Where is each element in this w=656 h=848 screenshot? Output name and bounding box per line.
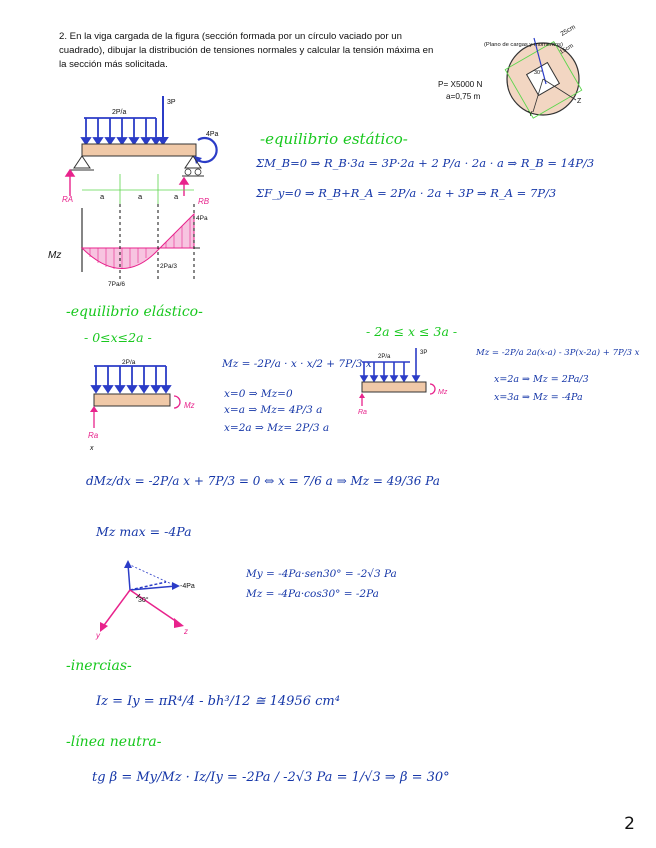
problem-statement: 2. En la viga cargada de la figura (sección formada por un círculo vaciado por un cuadrado), dibujar la distribución de tensiones normales y calcular la tensión máxima en la sección más solicitada. bbox=[59, 31, 434, 70]
span-2: a bbox=[138, 192, 143, 201]
neutral-formula: tg β = My/Mz · Iz/Iy = -2Pa / -2√3 Pa = 1/√3 ⇒ β = 30° bbox=[92, 770, 450, 785]
vector-z: z bbox=[184, 627, 188, 636]
vector-angle: 30° bbox=[138, 597, 149, 604]
plane-label: (Plano de cargas y momentos) bbox=[484, 42, 563, 48]
mz-value-3: 2Pa/3 bbox=[160, 263, 177, 270]
page-number: 2 bbox=[624, 814, 635, 834]
eval-5: x=3a ⇒ Mz = -4Pa bbox=[494, 392, 583, 403]
axis-y-vec bbox=[102, 590, 130, 628]
fb2-mz: Mz bbox=[438, 389, 448, 396]
axis-z-vec bbox=[130, 590, 180, 624]
eval-4: x=2a ⇒ Mz = 2Pa/3 bbox=[494, 374, 589, 385]
derivative: dMz/dx = -2P/a x + 7P/3 = 0 ⇔ x = 7/6 a ⇒ Mz = 49/36 Pa bbox=[86, 474, 440, 488]
distributed-load bbox=[82, 118, 160, 144]
mz-range-2: Mz = -2P/a 2a(x-a) - 3P(x-2a) + 7P/3 x bbox=[476, 348, 640, 358]
mz-value-2: 7Pa/6 bbox=[108, 281, 125, 288]
fb1-ra: Ra bbox=[88, 431, 99, 440]
inertia-heading: -inercias- bbox=[66, 658, 132, 674]
inertia-formula: Iz = Iy = πR⁴/4 - bh³/12 ≅ 14956 cm⁴ bbox=[96, 694, 340, 709]
reaction-a-label: RA bbox=[62, 195, 74, 204]
free-body-1 bbox=[86, 356, 216, 452]
axis-y-label: Y bbox=[528, 111, 533, 118]
mz-range-1: Mz = -2P/a · x · x/2 + 7P/3 x bbox=[222, 358, 372, 370]
section-figure bbox=[480, 24, 600, 124]
moment-label: 4Pa bbox=[206, 131, 219, 138]
point-load-label: 3P bbox=[167, 99, 176, 106]
static-heading: -equilibrio estático- bbox=[260, 130, 408, 148]
angle-label: 30° bbox=[534, 70, 543, 76]
range-2: - 2a ≤ x ≤ 3a - bbox=[366, 324, 458, 339]
static-line-1: ΣM_B=0 ⇒ R_B·3a = 3P·2a + 2 P/a · 2a · a ⇒ R_B = 14P/3 bbox=[256, 156, 595, 170]
mz-value: Mz = -4Pa·cos30° = -2Pa bbox=[246, 588, 379, 600]
vector-y: y bbox=[96, 631, 100, 640]
eval-1: x=0 ⇒ Mz=0 bbox=[224, 388, 293, 400]
svg-text:2P/a: 2P/a bbox=[378, 354, 391, 360]
vector-diagram bbox=[92, 558, 232, 642]
support-a bbox=[74, 156, 90, 168]
param-P: P= X5000 N bbox=[438, 80, 483, 89]
mz-value-1: 4Pa bbox=[196, 215, 208, 222]
elastic-heading: -equilibrio elástico- bbox=[66, 304, 203, 320]
free-body-2 bbox=[358, 344, 478, 416]
svg-text:2P/a: 2P/a bbox=[122, 359, 136, 366]
fb2-ra: Ra bbox=[358, 409, 367, 416]
vector-label: -4Pa bbox=[180, 583, 195, 590]
eval-3: x=2a ⇒ Mz= 2P/3 a bbox=[224, 422, 330, 434]
beam-figure bbox=[48, 92, 238, 302]
static-line-2: ΣF_y=0 ⇒ R_B+R_A = 2P/a · 2a + 3P ⇒ R_A = 7P/3 bbox=[256, 186, 557, 200]
neutral-heading: -línea neutra- bbox=[66, 734, 162, 750]
span-1: a bbox=[100, 192, 105, 201]
dist-load-label: 2P/a bbox=[112, 109, 127, 116]
fb1-mz: Mz bbox=[184, 401, 195, 410]
axis-z-label: Z bbox=[577, 98, 582, 105]
span-3: a bbox=[174, 192, 179, 201]
reaction-b bbox=[180, 178, 188, 196]
mz-max: Mz max = -4Pa bbox=[96, 524, 192, 539]
reaction-b-label: RB bbox=[198, 197, 210, 206]
my-value: My = -4Pa·sen30° = -2√3 Pa bbox=[246, 568, 397, 580]
point-load-arrow bbox=[159, 96, 167, 144]
eval-2: x=a ⇒ Mz= 4P/3 a bbox=[224, 404, 323, 416]
beam bbox=[82, 144, 196, 156]
param-a: a=0,75 m bbox=[446, 92, 481, 101]
dim-outer-label: 25cm bbox=[559, 23, 577, 38]
fb1-x: x bbox=[90, 445, 94, 452]
dim-inner-label: 15cm bbox=[559, 43, 575, 56]
reaction-a bbox=[66, 170, 74, 196]
svg-text:3P: 3P bbox=[420, 350, 428, 356]
range-1: - 0≤x≤2a - bbox=[84, 330, 152, 345]
mz-diagram-label: Mz bbox=[48, 250, 62, 261]
